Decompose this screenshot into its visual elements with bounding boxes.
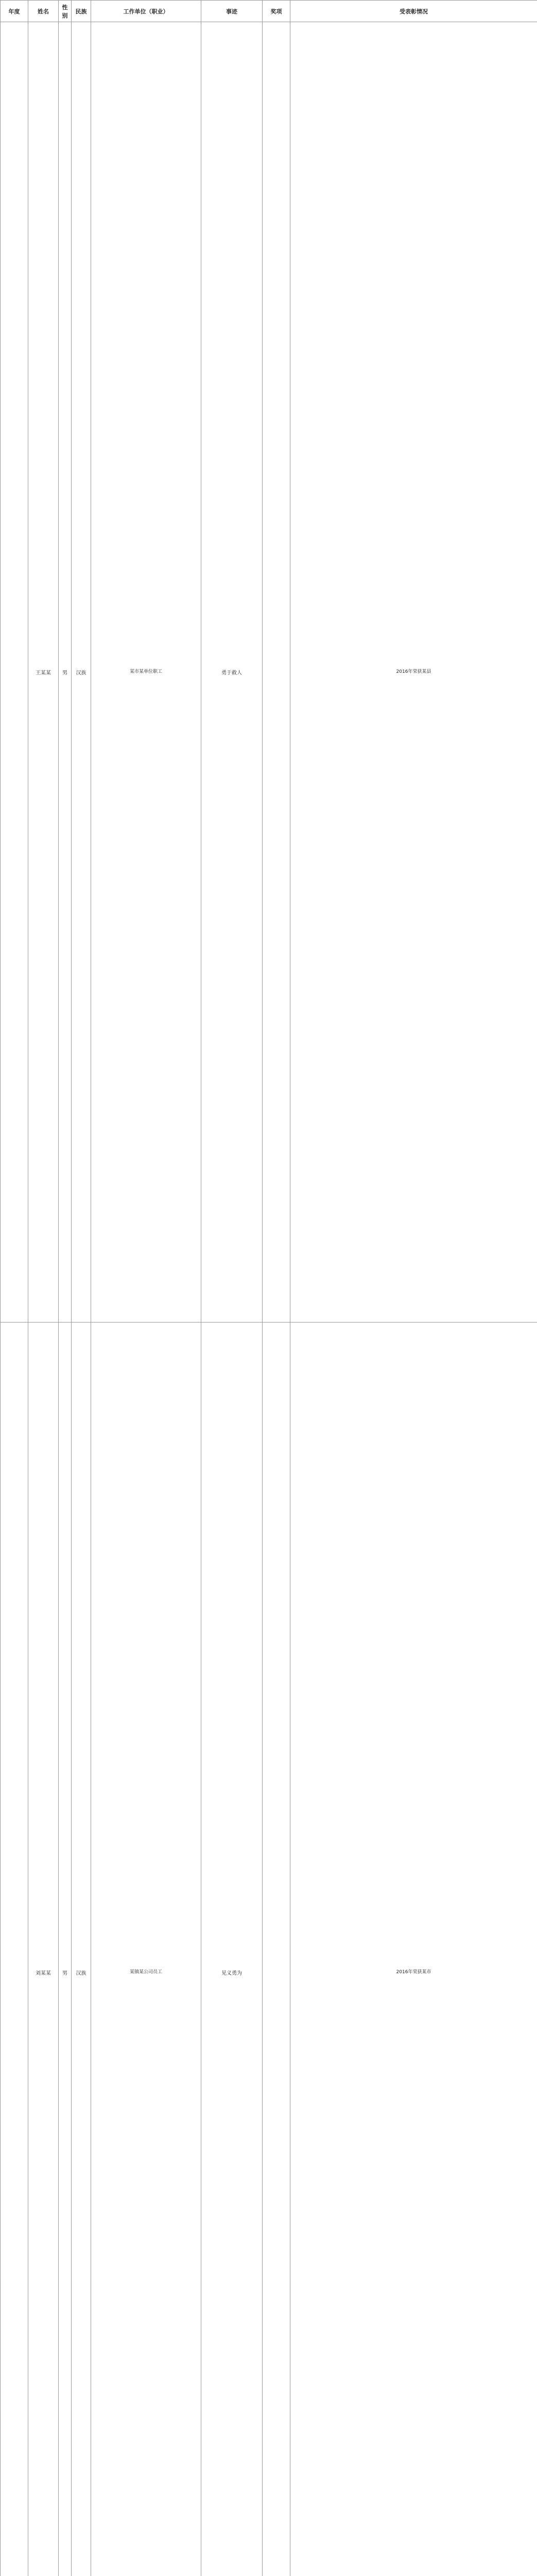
header-record: 受表彰情况 bbox=[290, 1, 537, 22]
deed-cell: 见义勇为 bbox=[201, 1323, 263, 2576]
name-cell: 刘某某 bbox=[28, 1323, 59, 2576]
award-cell bbox=[263, 1323, 290, 2576]
year-cell bbox=[1, 1323, 28, 2576]
header-award: 奖项 bbox=[263, 1, 290, 22]
record-cell: 2016年荣获某市 bbox=[290, 1323, 537, 2576]
header-deed: 事迹 bbox=[201, 1, 263, 22]
ethnicity-cell: 汉族 bbox=[72, 22, 91, 1323]
table-row bbox=[1, 22, 537, 1323]
gender-cell: 男 bbox=[59, 22, 72, 1323]
employer-cell: 某镇某公司员工 bbox=[91, 1323, 201, 2576]
honor-roll-body bbox=[1, 22, 537, 2576]
header-employer: 工作单位（职业） bbox=[91, 1, 201, 22]
name-cell: 王某某 bbox=[28, 22, 59, 1323]
header-ethnicity: 民族 bbox=[72, 1, 91, 22]
ethnicity-cell: 汉族 bbox=[72, 1323, 91, 2576]
employer-cell: 某市某单位职工 bbox=[91, 22, 201, 1323]
header-year: 年度 bbox=[1, 1, 28, 22]
header-name: 姓名 bbox=[28, 1, 59, 22]
header-row bbox=[1, 1, 537, 22]
gender-cell: 男 bbox=[59, 1323, 72, 2576]
header-gender: 性别 bbox=[59, 1, 72, 22]
award-cell bbox=[263, 22, 290, 1323]
table-row bbox=[1, 1323, 537, 2576]
deed-cell: 勇于救人 bbox=[201, 22, 263, 1323]
year-cell bbox=[1, 22, 28, 1323]
record-cell: 2016年荣获某县 bbox=[290, 22, 537, 1323]
